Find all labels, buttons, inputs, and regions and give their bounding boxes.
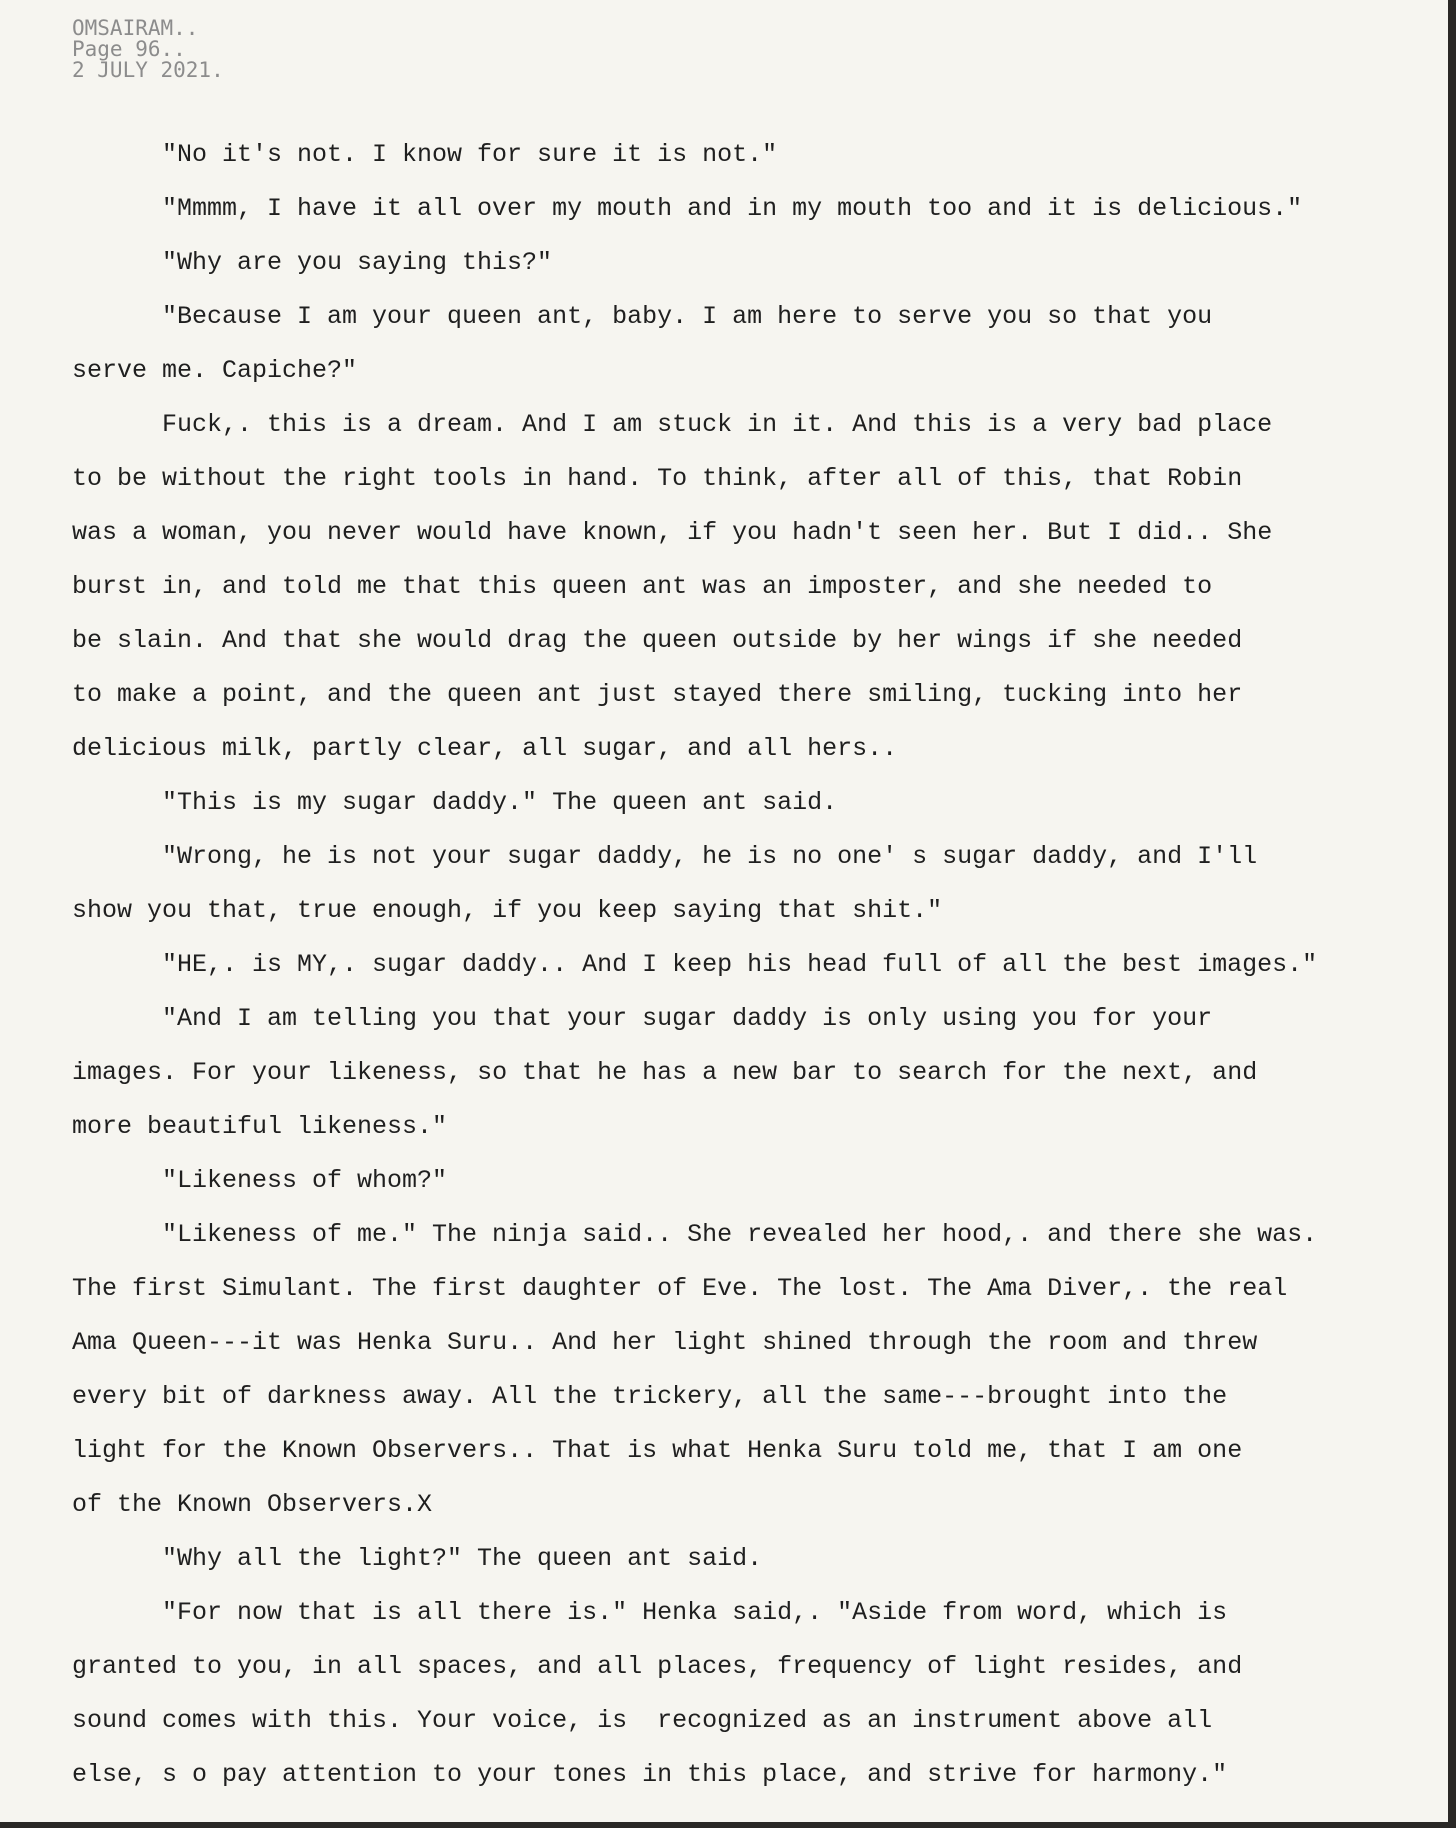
text-line: else, s o pay attention to your tones in this place, and strive for harmony." (72, 1760, 1228, 1789)
text-line: to be without the right tools in hand. To think, after all of this, that Robin (72, 464, 1243, 493)
text-line: burst in, and told me that this queen ant was an imposter, and she needed to (72, 572, 1213, 601)
text-line: "For now that is all there is." Henka said,. "Aside from word, which is (162, 1598, 1228, 1627)
text-line: "HE,. is MY,. sugar daddy.. And I keep his head full of all the best images." (162, 950, 1318, 979)
header-line-3: 2 JULY 2021. (72, 58, 224, 82)
page-header (72, 18, 224, 81)
background-edge (1448, 0, 1456, 1828)
text-line: "And I am telling you that your sugar daddy is only using you for your (162, 1004, 1213, 1033)
background-edge (0, 1822, 1456, 1828)
story-text (72, 128, 1442, 1802)
text-line: "Why are you saying this?" (162, 248, 553, 277)
text-line: serve me. Capiche?" (72, 356, 358, 385)
text-line: more beautiful likeness." (72, 1112, 448, 1141)
text-line: "Because I am your queen ant, baby. I am here to serve you so that you (162, 302, 1213, 331)
header-line-2: Page 96.. (72, 37, 186, 61)
text-line: The first Simulant. The first daughter of Eve. The lost. The Ama Diver,. the real (72, 1274, 1288, 1303)
text-line: show you that, true enough, if you keep saying that shit." (72, 896, 943, 925)
text-line: Ama Queen---it was Henka Suru.. And her light shined through the room and threw (72, 1328, 1258, 1357)
text-line: every bit of darkness away. All the trickery, all the same---brought into the (72, 1382, 1228, 1411)
text-line: light for the Known Observers.. That is what Henka Suru told me, that I am one (72, 1436, 1243, 1465)
text-line: "No it's not. I know for sure it is not." (162, 140, 778, 169)
header-line-1: OMSAIRAM.. (72, 16, 199, 40)
text-line: images. For your likeness, so that he has a new bar to search for the next, and (72, 1058, 1258, 1087)
text-line: Fuck,. this is a dream. And I am stuck in it. And this is a very bad place (162, 410, 1273, 439)
text-line: "Likeness of me." The ninja said.. She revealed her hood,. and there she was. (162, 1220, 1318, 1249)
text-line: "This is my sugar daddy." The queen ant said. (162, 788, 838, 817)
text-line: delicious milk, partly clear, all sugar, and all hers.. (72, 734, 898, 763)
text-line: "Mmmm, I have it all over my mouth and in my mouth too and it is delicious." (162, 194, 1303, 223)
text-line: "Wrong, he is not your sugar daddy, he is no one' s sugar daddy, and I'll (162, 842, 1258, 871)
text-line: be slain. And that she would drag the queen outside by her wings if she needed (72, 626, 1243, 655)
text-line: of the Known Observers.X (72, 1490, 433, 1519)
text-line: "Likeness of whom?" (162, 1166, 448, 1195)
text-line: sound comes with this. Your voice, is recognized as an instrument above all (72, 1706, 1213, 1735)
text-line: was a woman, you never would have known, if you hadn't seen her. But I did.. She (72, 518, 1273, 547)
text-line: granted to you, in all spaces, and all places, frequency of light resides, and (72, 1652, 1243, 1681)
text-line: to make a point, and the queen ant just stayed there smiling, tucking into her (72, 680, 1243, 709)
text-line: "Why all the light?" The queen ant said. (162, 1544, 763, 1573)
